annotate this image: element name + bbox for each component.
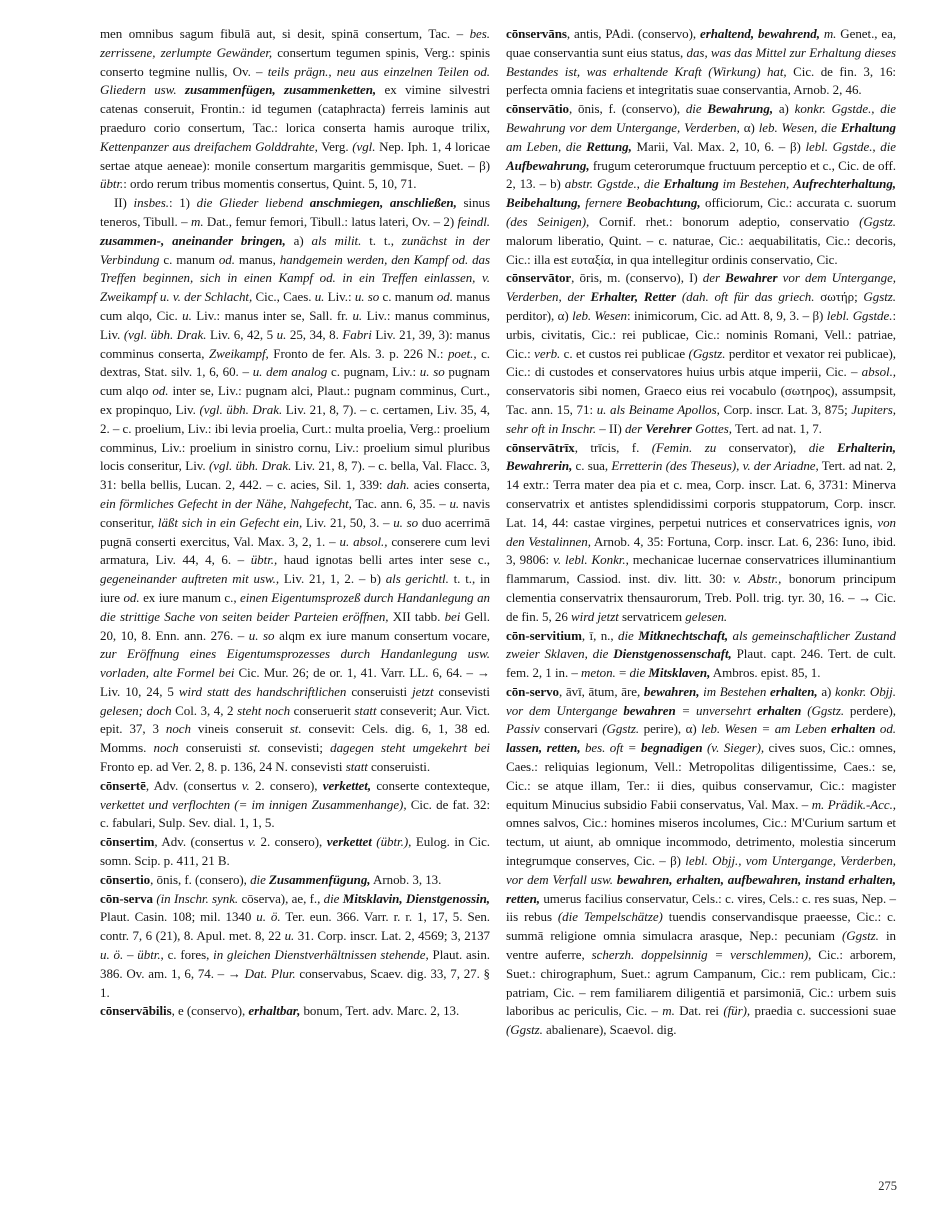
page-number: 275 (878, 1179, 897, 1193)
entry-conservatio: cōnservātio, ōnis, f. (conservo), die Bewahrung, a) konkr. Ggstde., die Bewahrung vor dem Untergange, Verderben, α) leb. Wesen, die Erhaltung am Leben, die Rettung, Marii, Val. Max. 2, 10, 6. – β) lebl. Ggstde., die Aufbewahrung, frugum ceterorumque fructuum perceptio et c., Cic. de off. 2, 13. – b) abstr. Ggstde., die Erhaltung im Bestehen, Aufrechterhaltung, Beibehaltung, fernere Beobachtung, officiorum, Cic.: accurata c. suorum (des Seinigen), Cornif. rhet.: bonorum adeptio, conservatio (Ggstz. malorum liberatio, Quint. – c. naturae, Cic.: aequabilitatis, Cic.: decoris, Cic.: illa est ευταξία, in qua intellegitur ordinis conservatio, Cic. (506, 101, 897, 267)
entry-conservans: cōnservāns, antis, PAdi. (conservo), erhaltend, bewahrend, m. Genet., ea, quae conservantia sunt eius status, das, was das Mittel zur Erhaltung dieses Bestandes ist, was erhaltende Kraft (Wirkung) hat, Cic. de fin. 3, 16: perfecta omnia faciens et integritatis suae conservantia, Arnob. 2, 46. (506, 26, 897, 98)
entry-conservitium: cōn-servitium, ī, n., die Mitknechtschaft, als gemeinschaftlicher Zustand zweier Sklaven, die Dienstgenossenschaft, Plaut. capt. 246. Tert. de cult. fem. 2, 1 in. – meton. = die Mitsklaven, Ambros. epist. 85, 1. (506, 627, 896, 681)
entry-consero-continuation: men omnibus sagum fibulā aut, si desit, spinā consertum, Tac. – bes. zerrissene, zerlumpte Gewänder, consertum tegumen spinis, Verg.: spinis conserto tegmine nullis, Ov. – teils prägn., neu aus einzelnen Teilen od. Gliedern usw. zusammenfügen, zusammenketten, ex vimine silvestri catenas conseruit, Frontin.: id tegumen (cataphracta) ferreis laminis aut praeduro corio consertum, Tac.: lorica conserta hamis auroque trilix, Kettenpanzer aus dreifachem Golddrahte, Verg. (vgl. Nep. Iph. 1, 4 loricae sertae atque aeneae): monile consertum margaritis gemmisque, Suet. – β) übtr.: ordo rerum tribus momentis consertus, Quint. 5, 10, 71. (100, 26, 491, 192)
entry-consertim: cōnsertim, Adv. (consertus v. 2. consero), verkettet (übtr.), Eulog. in Cic. somn. Scip. p. 411, 21 B. (100, 834, 490, 869)
entry-conserva: cōn-serva (in Inschr. synk. cōserva), ae, f., die Mitsklavin, Dienstgenossin, Plaut. Casin. 108; mil. 1340 u. ö. Ter. eun. 366. Varr. r. r. 1, 17, 5. Sen. contr. 7, 6 (21), 8. Apul. met. 8, 22 u. 31. Corp. inscr. Lat. 2, 4569; 3, 2137 u. ö. – übtr., c. fores, in gleichen Dienstverhältnissen stehende, Plaut. asin. 386. Ov. am. 1, 6, 74. – → Dat. Plur. conservabus, Scaev. dig. 33, 7, 27. § 1. (100, 890, 491, 1000)
entry-consero-section-II: II) insbes.: 1) die Glieder liebend anschmiegen, anschließen, sinus teneros, Tibull. – m. Dat., femur femori, Tibull.: latus lateri, Ov. – 2) feindl. zusammen-, aneinander bringen, a) als milit. t. t., zunächst in der Verbindung c. manum od. manus, handgemein werden, den Kampf od. das Treffen beginnen, sich in einen Kampf od. in ein Treffen einlassen, v. Zweikampf u. v. der Schlacht, Cic., Caes. u. Liv.: u. so c. manum od. manus cum alqo, Cic. u. Liv.: manus inter se, Sall. fr. u. Liv.: manus comminus, Liv. (vgl. übh. Drak. Liv. 6, 42, 5 u. 25, 34, 8. Fabri Liv. 21, 39, 3): manus comminus conserta, Zweikampf, Fronto de fer. Als. 3. p. 226 N.: poet., c. dextras, Stat. silv. 1, 6, 60. – u. dem analog c. pugnam, Liv.: u. so pugnam cum alqo od. inter se, Liv.: pugnam alci, Plaut.: pugnam comminus, Curt., ex propinquo, Liv. (vgl. übh. Drak. Liv. 21, 8, 7). – c. certamen, Liv. 35, 4, 2. – c. proelium, Liv.: ibi levia proelia, Curt.: multa proelia, Verg.: proelium comminus, Liv.: proelium in sinistro cornu, Liv.: proelium simul pluribus locis conseritur, Liv. (vgl. übh. Drak. Liv. 21, 8, 7). – c. bella, Val. Flacc. 3, 31: bella bellis, Lucan. 2, 442. – c. acies, Sil. 1, 339: dah. acies conserta, ein förmliches Gefecht in der Nähe, Nahgefecht, Tac. ann. 6, 35. – u. navis conseritur, läßt sich in ein Gefecht ein, Liv. 21, 50, 3. – u. so duo acerrimā pugnā conserti exercitus, Val. Max. 3, 2, 1. – u. absol., conserere cum levi armatura, Liv. 44, 4, 6. – übtr., haud ignotas belli artes inter sese c., gegeneinander auftreten mit usw., Liv. 21, 1, 2. – b) als gerichtl. t. t., in iure od. ex iure manum c., einen Eigentumsprozeß durch Handanlegung an die strittige Sache von seiten beider Parteien eröffnen, XII tabb. bei Gell. 20, 10, 8. Enn. ann. 276. – u. so alqm ex iure manum consertum vocare, zur Eröffnung eines Eigentumsprozesses durch Handanlegung usw. vorladen, alte Formel bei Cic. Mur. 26; de or. 1, 41. Varr. LL. 6, 64. – → Liv. 10, 24, 5 wird statt des handschriftlichen conseruisti jetzt consevisti gelesen; doch Col. 3, 4, 2 steht noch conseruerit statt conseverit; Aur. Vict. epit. 37, 3 noch vineis conseruit st. consevit: Cels. dig. 6, 1, 38 ed. Momms. noch conseruisti st. consevisti; dagegen steht umgekehrt bei Fronto ep. ad Ver. 2, 8. p. 136, 24 N. consevisti statt conseruisti. (100, 195, 491, 775)
column-right (506, 25, 896, 1040)
entry-conserte: cōnsertē, Adv. (consertus v. 2. consero), verkettet, conserte contexteque, verkettet und verflochten (= im innigen Zusammenhange), Cic. de fat. 32: c. fabulari, Sulp. Sev. dial. 1, 1, 5. (100, 777, 491, 831)
entry-consertio: cōnsertio, ōnis, f. (consero), die Zusammenfügung, Arnob. 3, 13. (100, 871, 442, 887)
text-columns (100, 25, 897, 1040)
entry-conservatrix: cōnservātrīx, trīcis, f. (Femin. zu conservator), die Erhalterin, Bewahrerin, c. sua, Erretterin (des Theseus), v. der Ariadne, Tert. ad nat. 2, 14 extr.: Terra mater dea pia et c. mea, Corp. inscr. Lat. 6, 3731: Minerva conservatrix et antistes splendidissimi corporis stuppatorum, Corp. inscr. Lat. 14, 44: castae virgines, perpetui nutrices et conservatrices ignis, von den Vestalinnen, Arnob. 4, 35: Fortuna, Corp. inscr. Lat. 6, 236: Iuno, ibid. 3, 9806: v. lebl. Konkr., mechanicae lucernae conservatrices illuminantium flammarum, Cassiod. inst. div. litt. 30: v. Abstr., bonorum principum clementia conservatrix thensaurorum, Treb. Poll. trig. tyr. 30, 16. – → Cic. de fin. 5, 26 wird jetzt servatricem gelesen. (506, 439, 897, 624)
column-left (100, 25, 490, 1040)
entry-conservo: cōn-servo, āvī, ātum, āre, bewahren, im Bestehen erhalten, a) konkr. Objj. vor dem Untergange bewahren = unversehrt erhalten (Ggstz. perdere), Passiv conservari (Ggstz. perire), α) leb. Wesen = am Leben erhalten od. lassen, retten, bes. oft = begnadigen (v. Sieger), cives suos, Cic.: omnes, Caes.: reliquias legionum, Vell.: Metropolitas diligentissime, Caes.: se, Cic.: se atque illam, Ter.: ii dies, quibus conservamur, Cic.: magister equitum Minucius subsidio Fabii conservatus, Val. Max. – m. Prädik.-Acc., omnes salvos, Cic.: homines miseros incolumes, Cic.: M'Curium sartum et tectum, ut aiunt, ab omnique incommodo, detrimento, molestia sincerum integrumque conserves, Cic. – β) lebl. Objj., vom Untergange, Verderben, vor dem Verfall usw. bewahren, erhalten, aufbewahren, instand erhalten, retten, umerus facilius conservatur, Cels.: c. vires, Cels.: c. res suas, Nep. – iis rebus (die Tempelschätze) tuendis conservandisque praeesse, Cic.: c. summā religione omnia simulacra arasque, Nep.: pecuniam (Ggstz. in ventre auferre, scherzh. doppelsinnig = verschlemmen), Cic.: arborem, Suet.: chirographum, Suet.: agrum Campanum, Cic.: rem publicam, Cic.: patriam, Cic. – rem familiarem diligentiā et parsimoniā, Cic.: urbem suis laboribus ac periculis, Cic. – m. Dat. rei (für), praedia c. successioni suae (Ggstz. abalienare), Scaevol. dig. (506, 683, 897, 1038)
entry-conservator: cōnservātor, ōris, m. (conservo), I) der Bewahrer vor dem Untergange, Verderben, der Erhalter, Retter (dah. oft für das griech. σωτήρ; Ggstz. perditor), α) leb. Wesen: inimicorum, Cic. ad Att. 8, 9, 3. – β) lebl. Ggstde.: urbis, civitatis, Cic.: rei publicae, Cic.: nominis Romani, Vell.: patriae, Cic.: verb. c. et custos rei publicae (Ggstz. perditor et vexator rei publicae), Cic.: di custodes et conservatores huius urbis atque imperii, Cic. – absol., conservatoris sibi nomen, Graeco eius rei vocabulo (σωτηρος), assumpsit, Tac. ann. 15, 71: u. als Beiname Apollos, Corp. inscr. Lat. 3, 875; Jupiters, sehr oft in Inschr. – II) der Verehrer Gottes, Tert. ad nat. 1, 7. (506, 270, 897, 436)
entry-conservabilis: cōnservābilis, e (conservo), erhaltbar, bonum, Tert. adv. Marc. 2, 13. (100, 1003, 460, 1019)
